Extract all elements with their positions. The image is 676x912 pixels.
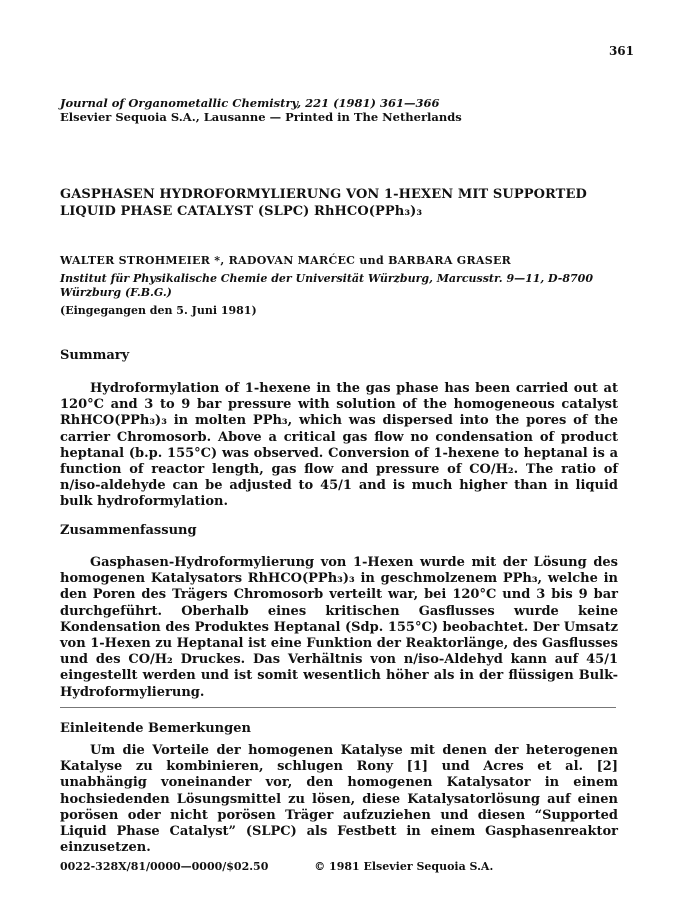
journal-citation: Journal of Organometallic Chemistry, 221 (1981) 361—366: [60, 96, 440, 110]
page-number: 361: [608, 44, 634, 58]
article-code: 0022-328X/81/0000—0000/$02.50: [60, 860, 269, 873]
received-date: (Eingegangen den 5. Juni 1981): [60, 304, 257, 317]
einleitung-heading: Einleitende Bemerkungen: [60, 721, 251, 736]
section-divider: [60, 707, 616, 708]
summary-text: Hydroformylation of 1-hexene in the gas phase has been carried out at 120°C and 3 to 9 bar pressure with solution of the homogeneous catalyst RhHCO(PPh₃)₃ in molten PPh₃, which was dispersed into the pores of the carrier Chromosorb. Above a critical gas flow no condensation of product heptanal (b.p. 155°C) was observed. Conversion of 1-hexene to heptanal is a function of reactor length, gas flow and pressure of CO/H₂. The ratio of n/iso-aldehyde can be adjusted to 45/1 and is much higher than in liquid bulk hydroformylation.: [60, 381, 618, 510]
authors: WALTER STROHMEIER *, RADOVAN MARĆEC und BARBARA GRASER: [60, 254, 512, 267]
copyright: © 1981 Elsevier Sequoia S.A.: [314, 860, 494, 873]
summary-heading: Summary: [60, 348, 130, 363]
journal-header: [60, 96, 620, 124]
publisher-line: Elsevier Sequoia S.A., Lausanne — Printed in The Netherlands: [60, 110, 462, 124]
article-title: GASPHASEN HYDROFORMYLIERUNG VON 1-HEXEN MIT SUPPORTED LIQUID PHASE CATALYST (SLPC) RhHCO(PPh₃)₃: [60, 187, 587, 219]
zusammenfassung-text: Gasphasen-Hydroformylierung von 1-Hexen wurde mit der Lösung des homogenen Katalysators RhHCO(PPh₃)₃ in geschmolzenem PPh₃, welche in den Poren des Trägers Chromosorb verteilt war, bei 120°C und 3 bis 9 bar durchgeführt. Oberhalb eines kritischen Gasflusses wurde keine Kondensation des Produktes Heptanal (Sdp. 155°C) beobachtet. Der Umsatz von 1-Hexen zu Heptanal ist eine Funktion der Reaktorlänge, des Gasflusses und des CO/H₂ Druckes. Das Verhältnis von n/iso-Aldehyd kann auf 45/1 eingestellt werden und ist somit wesentlich höher als in der flüssigen Bulk-Hydroformylierung.: [60, 555, 618, 700]
affiliation: Institut für Physikalische Chemie der Universität Würzburg, Marcusstr. 9—11, D-8700 Würzburg (F.B.G.): [60, 272, 593, 299]
zusammenfassung-heading: Zusammenfassung: [60, 523, 197, 538]
einleitung-text: Um die Vorteile der homogenen Katalyse mit denen der heterogenen Katalyse zu kombinieren, schlugen Rony [1] und Acres et al. [2] unabhängig voneinander vor, den homogenen Katalysator in einem hochsiedenden Lösungsmittel zu lösen, diese Katalysatorlösung auf einen porösen oder nicht porösen Träger aufzuziehen und diesen “Supported Liquid Phase Catalyst” (SLPC) als Festbett in einem Gasphasenreaktor einzusetzen.: [60, 743, 618, 856]
footer: [60, 860, 620, 873]
